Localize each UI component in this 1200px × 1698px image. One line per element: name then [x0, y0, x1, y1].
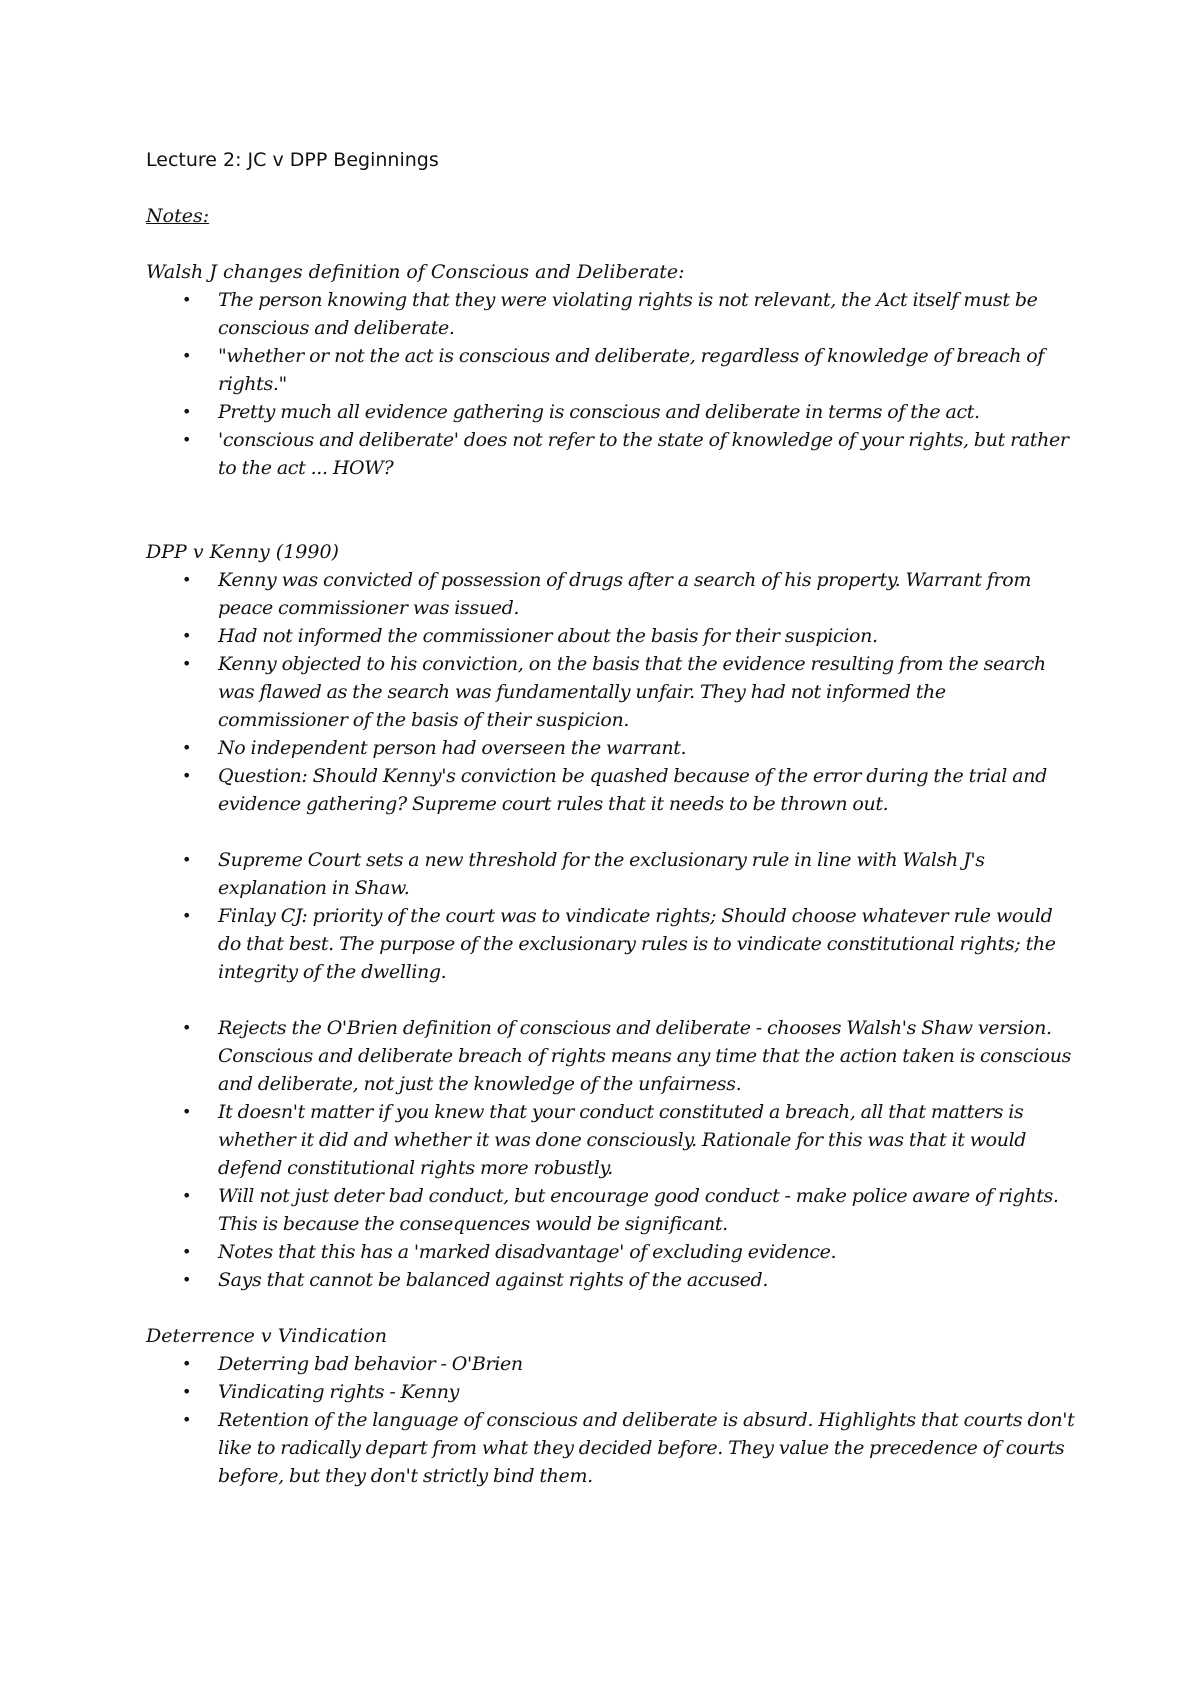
- bullet-icon: •: [182, 654, 192, 673]
- list-item: [146, 650, 1076, 734]
- list-item: [146, 1014, 1076, 1098]
- bullet-icon: •: [182, 850, 192, 869]
- list-item: [146, 426, 1076, 482]
- bullet-icon: •: [182, 626, 192, 645]
- list-item: [146, 566, 1076, 622]
- bullet-list-kenny-definition: [146, 1014, 1076, 1294]
- list-item: [146, 342, 1076, 398]
- spacer: [146, 482, 1076, 538]
- bullet-icon: •: [182, 1382, 192, 1401]
- list-item: [146, 902, 1076, 986]
- list-item-text: "whether or not the act is conscious and deliberate, regardless of knowledge of breach of rights.": [218, 345, 1045, 395]
- bullet-icon: •: [182, 766, 192, 785]
- list-item-text: Kenny was convicted of possession of drugs after a search of his property. Warrant from peace commissioner was issued.: [218, 569, 1031, 619]
- bullet-icon: •: [182, 430, 192, 449]
- spacer: [146, 818, 1076, 846]
- list-item-text: The person knowing that they were violating rights is not relevant, the Act itself must be conscious and deliberate.: [218, 289, 1038, 339]
- bullet-list-deterrence: [146, 1350, 1076, 1490]
- list-item: [146, 1098, 1076, 1182]
- bullet-list-kenny-threshold: [146, 846, 1076, 986]
- list-item: [146, 734, 1076, 762]
- list-item: [146, 1350, 1076, 1378]
- section-heading-walsh: Walsh J changes definition of Conscious and Deliberate:: [146, 261, 685, 283]
- bullet-icon: •: [182, 1354, 192, 1373]
- bullet-icon: •: [182, 1186, 192, 1205]
- list-item: [146, 622, 1076, 650]
- list-item-text: Supreme Court sets a new threshold for the exclusionary rule in line with Walsh J's explanation in Shaw.: [218, 849, 985, 899]
- list-item: [146, 398, 1076, 426]
- bullet-icon: •: [182, 346, 192, 365]
- list-item: [146, 286, 1076, 342]
- list-item-text: Will not just deter bad conduct, but encourage good conduct - make police aware of rights. This is because the consequences would be significant.: [218, 1185, 1059, 1235]
- bullet-icon: •: [182, 738, 192, 757]
- document-body: [146, 146, 1076, 1490]
- bullet-icon: •: [182, 906, 192, 925]
- list-item-text: Retention of the language of conscious and deliberate is absurd. Highlights that courts don't like to radically depart from what they decided before. They value the precedence of courts before, but they don't strictly bind them.: [218, 1409, 1075, 1487]
- list-item: [146, 1266, 1076, 1294]
- list-item-text: 'conscious and deliberate' does not refer to the state of knowledge of your rights, but rather to the act ... HOW?: [218, 429, 1069, 479]
- notes-label: Notes:: [146, 205, 210, 227]
- list-item-text: Notes that this has a 'marked disadvantage' of excluding evidence.: [218, 1241, 837, 1263]
- list-item-text: Kenny objected to his conviction, on the basis that the evidence resulting from the search was flawed as the search was fundamentally unfair. They had not informed the commissioner of the basis of their suspicion.: [218, 653, 1046, 731]
- bullet-icon: •: [182, 1102, 192, 1121]
- bullet-list-walsh: [146, 286, 1076, 482]
- list-item-text: Deterring bad behavior - O'Brien: [218, 1353, 523, 1375]
- spacer: [146, 986, 1076, 1014]
- bullet-icon: •: [182, 1410, 192, 1429]
- section-heading-kenny: DPP v Kenny (1990): [146, 541, 339, 563]
- list-item-text: Vindicating rights - Kenny: [218, 1381, 460, 1403]
- list-item: [146, 1238, 1076, 1266]
- list-item: [146, 1378, 1076, 1406]
- list-item-text: No independent person had overseen the warrant.: [218, 737, 687, 759]
- list-item-text: It doesn't matter if you knew that your conduct constituted a breach, all that matters is whether it did and whether it was done consciously. Rationale for this was that it would defend constitutional rights more robustly.: [218, 1101, 1027, 1179]
- bullet-icon: •: [182, 290, 192, 309]
- bullet-icon: •: [182, 570, 192, 589]
- list-item: [146, 1406, 1076, 1490]
- list-item-text: Says that cannot be balanced against rights of the accused.: [218, 1269, 769, 1291]
- list-item-text: Rejects the O'Brien definition of conscious and deliberate - chooses Walsh's Shaw version. Conscious and deliberate breach of rights means any time that the action taken is conscious and deliberate, not just the knowledge of the unfairness.: [218, 1017, 1072, 1095]
- list-item-text: Had not informed the commissioner about the basis for their suspicion.: [218, 625, 878, 647]
- list-item: [146, 762, 1076, 818]
- bullet-list-kenny-facts: [146, 566, 1076, 818]
- bullet-icon: •: [182, 1242, 192, 1261]
- list-item-text: Question: Should Kenny's conviction be quashed because of the error during the trial and evidence gathering? Supreme court rules that it needs to be thrown out.: [218, 765, 1047, 815]
- list-item-text: Finlay CJ: priority of the court was to vindicate rights; Should choose whatever rule would do that best. The purpose of the exclusionary rules is to vindicate constitutional rights; the integrity of the dwelling.: [218, 905, 1056, 983]
- list-item: [146, 1182, 1076, 1238]
- list-item-text: Pretty much all evidence gathering is conscious and deliberate in terms of the act.: [218, 401, 980, 423]
- spacer: [146, 1294, 1076, 1322]
- section-heading-deterrence: Deterrence v Vindication: [146, 1325, 387, 1347]
- bullet-icon: •: [182, 402, 192, 421]
- page-title: Lecture 2: JC v DPP Beginnings: [146, 149, 439, 171]
- bullet-icon: •: [182, 1270, 192, 1289]
- bullet-icon: •: [182, 1018, 192, 1037]
- list-item: [146, 846, 1076, 902]
